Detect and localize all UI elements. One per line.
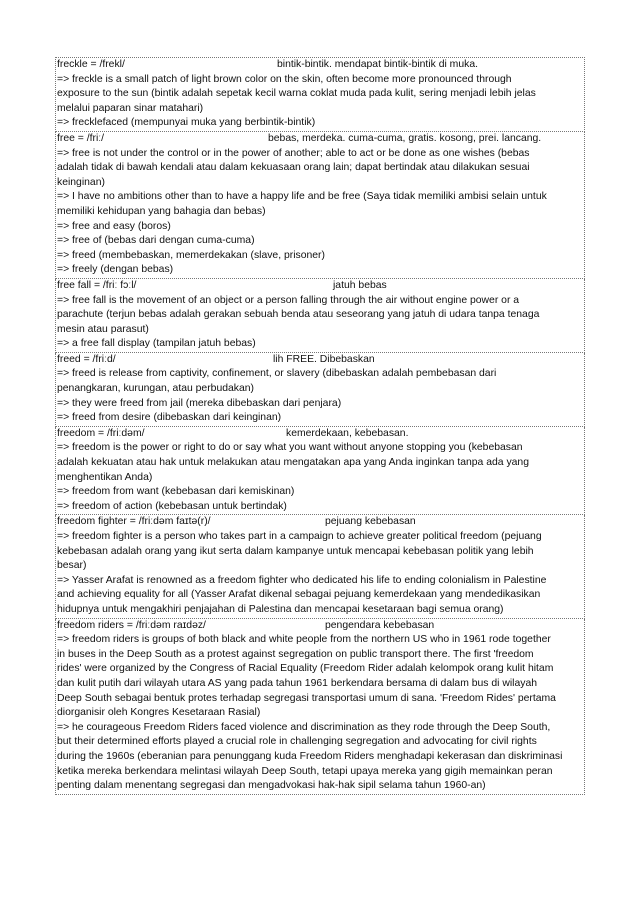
- headword-pronunciation: freedom = /friːdəm/: [57, 427, 145, 439]
- entry-text-line: besar): [57, 560, 87, 572]
- entry-text-line: and achieving equality for all (Yasser Arafat dikenal sebagai pejuang kemerdekaan yang mendedikasikan: [57, 589, 541, 601]
- entry-text-line: menghentikan Anda): [57, 471, 153, 483]
- headword-pronunciation: free fall = /friː fɔːl/: [57, 279, 137, 291]
- headword-meaning: pengendara kebebasan: [325, 619, 435, 631]
- entry-text-line: => freedom riders is groups of both black and white people from the northern US who in 1961 rode together: [57, 634, 551, 646]
- headword-pronunciation: freckle = /frekl/: [57, 59, 125, 70]
- headword-pronunciation: freedom fighter = /friːdəm faɪtə(r)/: [57, 516, 211, 528]
- headword-meaning: kemerdekaan, kebebasan.: [286, 427, 409, 439]
- entry-text-line: melalui paparan sinar matahari): [57, 102, 204, 114]
- entry-header: [56, 427, 584, 442]
- entry-text-line: kebebasan adalah orang yang ikut serta dalam kampanye untuk mencapai kebebasan politik yang lebih: [57, 545, 534, 557]
- entry-text-line: => a free fall display (tampilan jatuh bebas): [57, 338, 256, 350]
- entry-header: [56, 58, 584, 73]
- headword-meaning: lih FREE. Dibebaskan: [273, 353, 375, 365]
- entry-header: [56, 132, 584, 147]
- entry-header: [56, 515, 584, 530]
- entry-text-line: Deep South sebagai bentuk protes terhadap segregasi transportasi umum di sana. 'Freedom Rides' pertama: [57, 692, 556, 704]
- entry-text-line: => Yasser Arafat is renowned as a freedom fighter who dedicated his life to ending colonialism in Palestine: [57, 574, 547, 586]
- entry-text-line: => freedom from want (kebebasan dari kemiskinan): [57, 486, 295, 498]
- dictionary-entry: [55, 619, 585, 795]
- headword-meaning: bebas, merdeka. cuma-cuma, gratis. kosong, prei. lancang.: [268, 132, 542, 144]
- dictionary-entry: [55, 427, 585, 516]
- dictionary-sheet: [55, 57, 585, 795]
- entry-text-line: adalah tidak di bawah kendali atau dalam kekuasaan orang lain; dapat bertindak atau dilakukan sesuai: [57, 162, 530, 174]
- entry-text-line: hidupnya untuk mengakhiri penjajahan di Palestina dan mencapai kesetaraan bagi semua orang): [57, 603, 504, 615]
- headword-pronunciation: freed = /friːd/: [57, 353, 116, 365]
- entry-text-line: => they were freed from jail (mereka dibebaskan dari penjara): [57, 397, 342, 409]
- headword-meaning: pejuang kebebasan: [325, 516, 416, 528]
- entry-text-line: penting dalam menentang segregasi dan mengadvokasi hak-hak sipil selama tahun 1960-an): [57, 780, 486, 792]
- entry-text-line: memiliki kehidupan yang bahagia dan bebas): [57, 205, 266, 217]
- entry-text-line: penangkaran, kurungan, atau perbudakan): [57, 383, 254, 395]
- entry-text-line: in buses in the Deep South as a protest against segregation on public transport there. The first 'freedom: [57, 648, 534, 660]
- entry-text-line: diorganisir oleh Kongres Kesetaraan Rasial): [57, 707, 261, 719]
- entry-text-line: => freely (dengan bebas): [57, 264, 174, 276]
- entry-header: [56, 353, 584, 368]
- entry-text-line: => freed from desire (dibebaskan dari keinginan): [57, 412, 282, 424]
- headword-meaning: bintik-bintik. mendapat bintik-bintik di muka.: [277, 59, 478, 70]
- entry-text-line: => freckle is a small patch of light brown color on the skin, often become more pronounced through: [57, 73, 512, 85]
- entry-text-line: rides' were organized by the Congress of Racial Equality (Freedom Rider adalah kelompok orang kulit hitam: [57, 663, 554, 675]
- entry-header: [56, 619, 584, 634]
- entry-text-line: during the 1960s (eberanian para penunggang kuda Freedom Riders menghadapi kekerasan dan diskriminasi: [57, 750, 563, 762]
- entry-text-line: exposure to the sun (bintik adalah sepetak kecil warna coklat muda pada kulit, sering menjadi lebih jelas: [57, 88, 536, 100]
- entry-text-line: adalah kekuatan atau hak untuk melakukan atau mengatakan apa yang Anda inginkan tanpa ada yang: [57, 457, 529, 469]
- entry-text-line: keinginan): [57, 176, 105, 188]
- entry-text-line: => freedom fighter is a person who takes part in a campaign to achieve greater political freedom (pejuang: [57, 531, 542, 542]
- entry-text-line: but their determined efforts played a crucial role in challenging segregation and advocating for civil rights: [57, 736, 537, 748]
- entry-text-line: dan kulit putih dari wilayah utara AS yang pada tahun 1961 berkendara bersama di dalam bus di wilayah: [57, 677, 538, 689]
- entry-text-line: => freed (membebaskan, memerdekakan (slave, prisoner): [57, 249, 325, 261]
- entry-text-line: parachute (terjun bebas adalah gerakan sebuah benda atau seseorang yang jatuh di udara tanpa tenaga: [57, 309, 540, 321]
- dictionary-entry: [55, 57, 585, 132]
- entry-text-line: => freedom is the power or right to do or say what you want without anyone stopping you (kebebasan: [57, 442, 523, 454]
- entry-text-line: => freed is release from captivity, confinement, or slavery (dibebaskan adalah pembebasan dari: [57, 368, 497, 380]
- entry-text-line: => free of (bebas dari dengan cuma-cuma): [57, 235, 255, 247]
- headword-meaning: jatuh bebas: [333, 279, 387, 291]
- entry-text-line: ketika mereka berkendara melintasi wilayah Deep South, tetapi upaya mereka yang gigih memainkan peran: [57, 765, 553, 777]
- headword-pronunciation: freedom riders = /friːdəm raɪdəz/: [57, 619, 206, 631]
- entry-text-line: => free is not under the control or in the power of another; able to act or be done as one wishes (bebas: [57, 147, 530, 159]
- headword-pronunciation: free = /friː/: [57, 132, 105, 144]
- dictionary-entry: [55, 353, 585, 427]
- entry-text-line: => I have no ambitions other than to have a happy life and be free (Saya tidak memiliki ambisi selain untuk: [57, 191, 547, 203]
- entry-text-line: mesin atau parasut): [57, 323, 149, 335]
- entry-text-line: => freedom of action (kebebasan untuk bertindak): [57, 500, 287, 512]
- entry-text-line: => free fall is the movement of an object or a person falling through the air without engine power or a: [57, 294, 520, 306]
- dictionary-entry: [55, 515, 585, 618]
- entry-text-line: => free and easy (boros): [57, 220, 171, 232]
- dictionary-entry: [55, 132, 585, 279]
- entry-text-line: => frecklefaced (mempunyai muka yang berbintik-bintik): [57, 117, 316, 129]
- entry-text-line: => he courageous Freedom Riders faced violence and discrimination as they rode through the Deep South,: [57, 721, 551, 733]
- entry-header: [56, 279, 584, 294]
- dictionary-entry: [55, 279, 585, 353]
